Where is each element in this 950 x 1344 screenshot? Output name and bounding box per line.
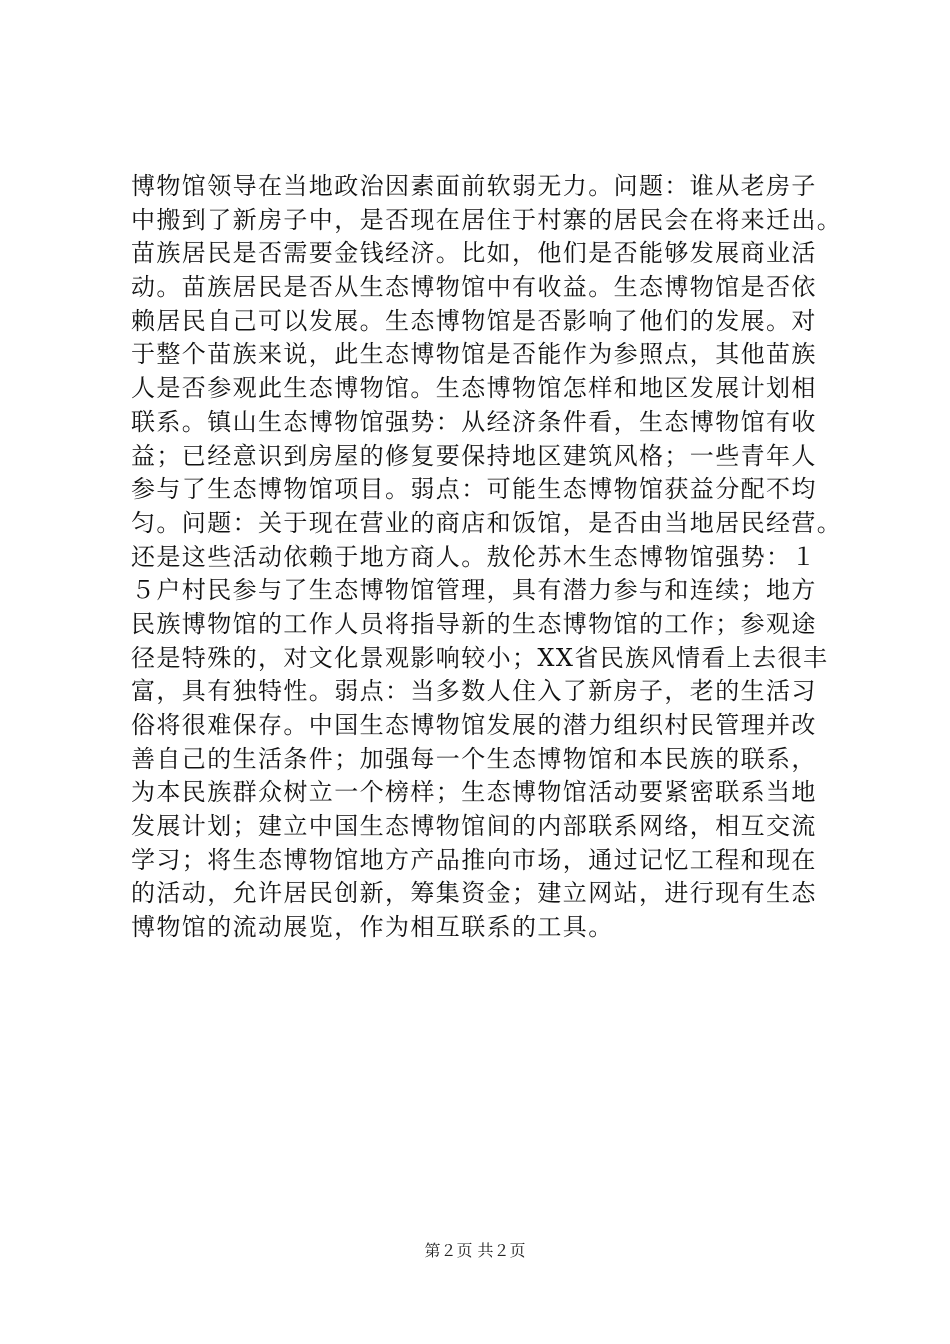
text-line: 博物馆的流动展览，作为相互联系的工具。	[131, 913, 614, 942]
text-line: 的活动，允许居民创新，筹集资金；建立网站，进行现有生态	[131, 879, 817, 908]
text-line: 民族博物馆的工作人员将指导新的生态博物馆的工作；参观途	[131, 609, 817, 638]
text-line: 动。苗族居民是否从生态博物馆中有收益。生态博物馆是否依	[131, 273, 817, 302]
text-line: 益；已经意识到房屋的修复要保持地区建筑风格；一些青年人	[131, 441, 817, 470]
text-line: 径是特殊的，对文化景观影响较小；XX省民族风情看上去很丰	[131, 643, 829, 672]
text-line: 苗族居民是否需要金钱经济。比如，他们是否能够发展商业活	[131, 239, 817, 268]
text-line: 联系。镇山生态博物馆强势：从经济条件看，生态博物馆有收	[131, 407, 817, 436]
text-line: 人是否参观此生态博物馆。生态博物馆怎样和地区发展计划相	[131, 374, 817, 403]
page-number-footer: 第２页 共２页	[424, 1241, 526, 1260]
text-line: 善自己的生活条件；加强每一个生态博物馆和本民族的联系，	[131, 744, 817, 773]
text-line: 俗将很难保存。中国生态博物馆发展的潜力组织村民管理并改	[131, 711, 817, 739]
text-line: 赖居民自己可以发展。生态博物馆是否影响了他们的发展。对	[131, 306, 817, 335]
text-line: 参与了生态博物馆项目。弱点：可能生态博物馆获益分配不均	[131, 475, 817, 504]
text-line: 中搬到了新房子中，是否现在居住于村寨的居民会在将来迁出。	[131, 205, 843, 234]
text-line: 于整个苗族来说，此生态博物馆是否能作为参照点，其他苗族	[131, 340, 817, 369]
text-line: 学习；将生态博物馆地方产品推向市场，通过记忆工程和现在	[131, 845, 817, 874]
text-line: 匀。问题：关于现在营业的商店和饭馆，是否由当地居民经营。	[131, 508, 843, 537]
text-line: 博物馆领导在当地政治因素面前软弱无力。问题：谁从老房子	[131, 172, 817, 200]
text-line: 还是这些活动依赖于地方商人。敖伦苏木生态博物馆强势：１	[131, 542, 817, 571]
text-line: ５户村民参与了生态博物馆管理，具有潜力参与和连续；地方	[131, 576, 817, 605]
text-line: 富，具有独特性。弱点：当多数人住入了新房子，老的生活习	[131, 677, 817, 706]
document-body	[131, 170, 843, 945]
text-line: 发展计划；建立中国生态博物馆间的内部联系网络，相互交流	[131, 812, 817, 841]
text-line: 为本民族群众树立一个榜样；生态博物馆活动要紧密联系当地	[131, 778, 817, 807]
